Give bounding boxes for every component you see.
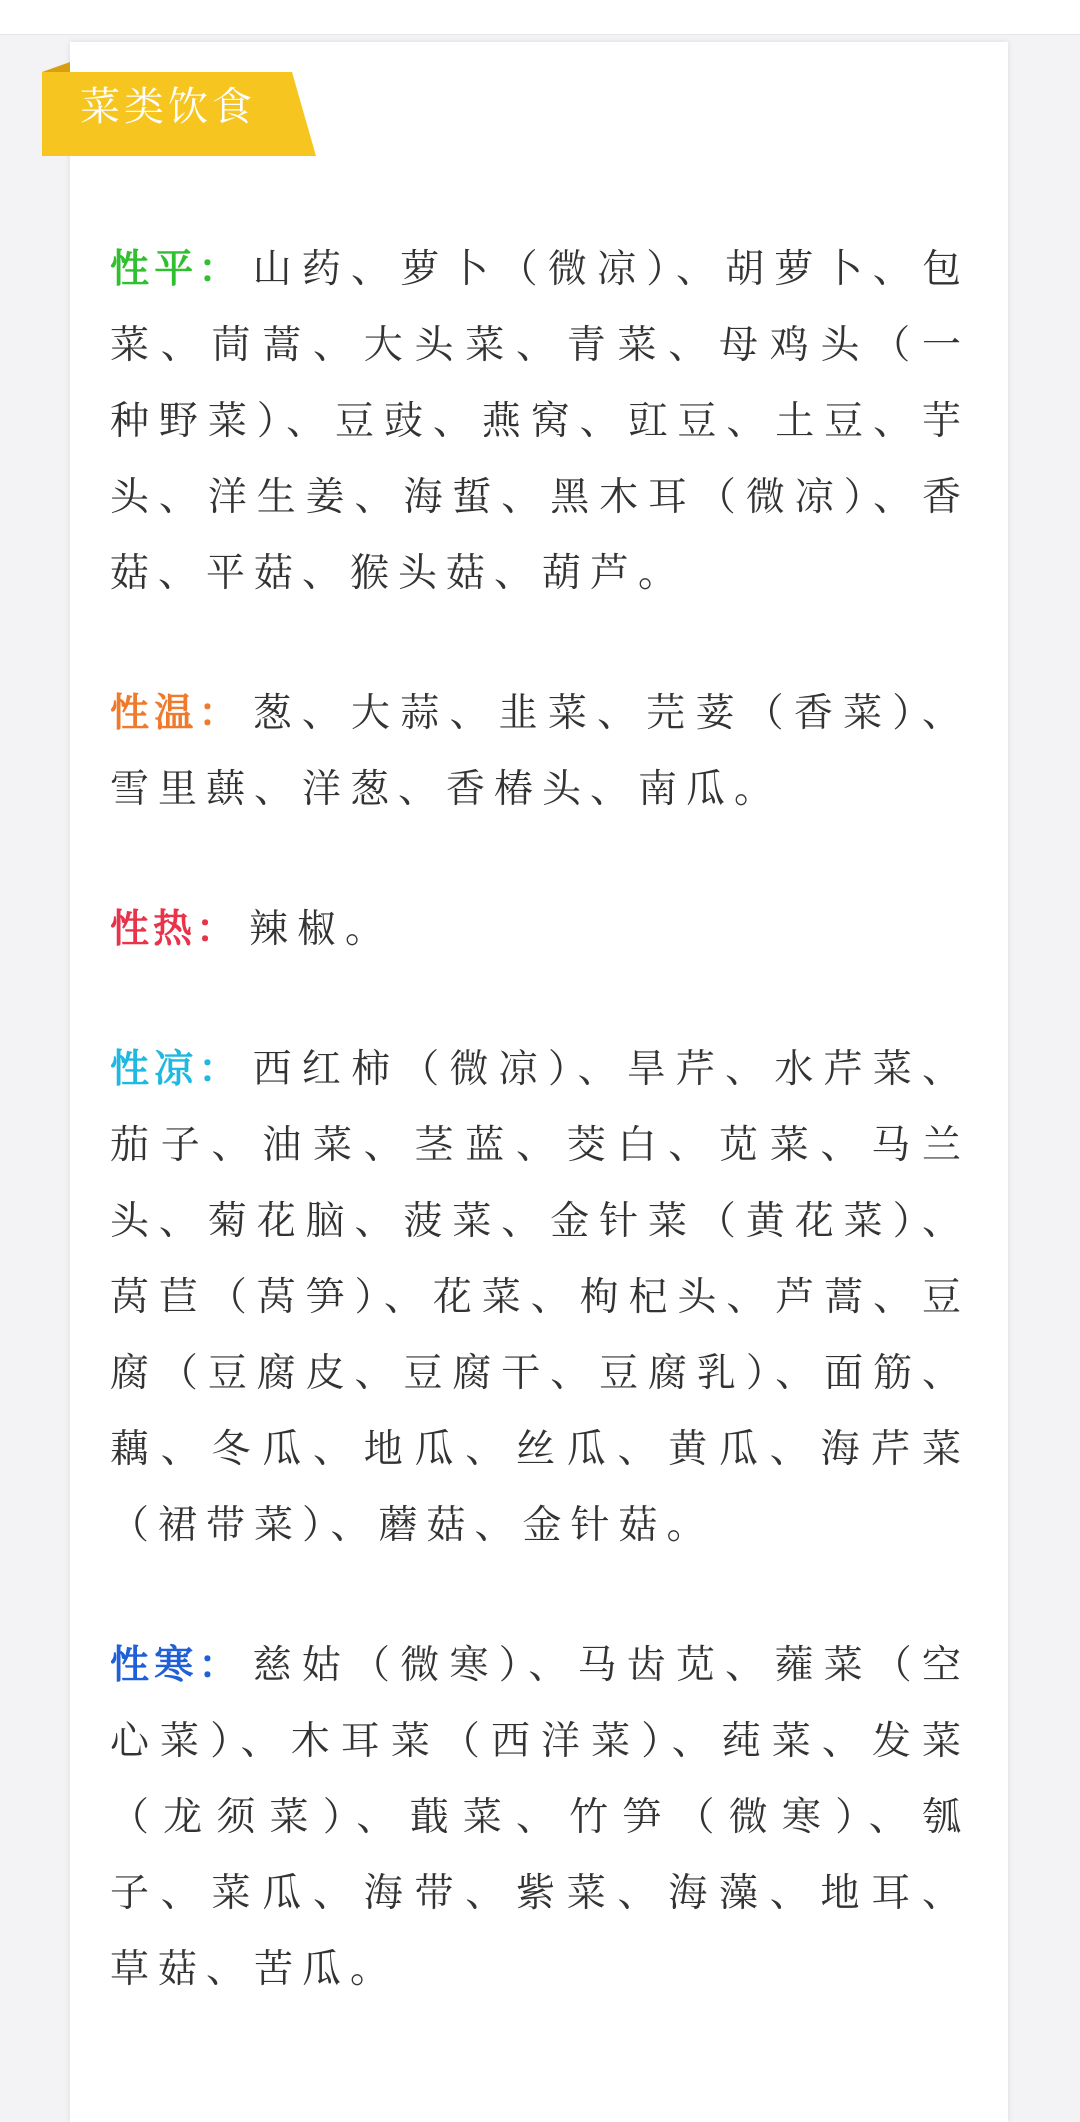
category-label: 性温 xyxy=(110,691,199,736)
section-tag xyxy=(42,62,316,156)
category-neutral xyxy=(110,232,970,612)
top-strip xyxy=(0,0,1080,35)
category-colon: ： xyxy=(198,1047,243,1092)
category-foods: 辣椒。 xyxy=(249,907,394,952)
category-cool xyxy=(110,1032,970,1564)
category-label: 性平 xyxy=(110,247,199,292)
category-foods: 西红柿（微凉）、旱芹、水芹菜、茄子、油菜、茎蓝、茭白、苋菜、马兰头、菊花脑、菠菜、金针菜（黄花菜）、莴苣（莴笋）、花菜、枸杞头、芦蒿、豆腐（豆腐皮、豆腐干、豆腐乳）、面筋、藕、冬瓜、地瓜、丝瓜、黄瓜、海芹菜（裙带菜）、蘑菇、金针菇。 xyxy=(110,1047,970,1548)
category-colon: ： xyxy=(198,1643,243,1688)
category-label: 性凉 xyxy=(110,1047,199,1092)
category-cold xyxy=(110,1628,970,2008)
category-foods: 葱、大蒜、韭菜、芫荽（香菜）、雪里蕻、洋葱、香椿头、南瓜。 xyxy=(110,691,970,812)
category-colon: ： xyxy=(196,907,240,952)
category-foods: 山药、萝卜（微凉）、胡萝卜、包菜、茼蒿、大头菜、青菜、母鸡头（一种野菜）、豆豉、燕窝、豇豆、土豆、芋头、洋生姜、海蜇、黑木耳（微凉）、香菇、平菇、猴头菇、葫芦。 xyxy=(110,247,970,596)
section-title: 菜类饮食 xyxy=(80,84,256,130)
category-colon: ： xyxy=(198,691,243,736)
category-warm xyxy=(110,676,970,828)
category-colon: ： xyxy=(198,247,243,292)
category-foods: 慈姑（微寒）、马齿苋、蕹菜（空心菜）、木耳菜（西洋菜）、莼菜、发菜（龙须菜）、蕺菜、竹笋（微寒）、瓠子、菜瓜、海带、紫菜、海藻、地耳、草菇、苦瓜。 xyxy=(110,1643,970,1992)
content xyxy=(110,232,970,2072)
category-label: 性热 xyxy=(110,907,197,952)
category-hot xyxy=(110,892,970,968)
category-label: 性寒 xyxy=(110,1643,199,1688)
